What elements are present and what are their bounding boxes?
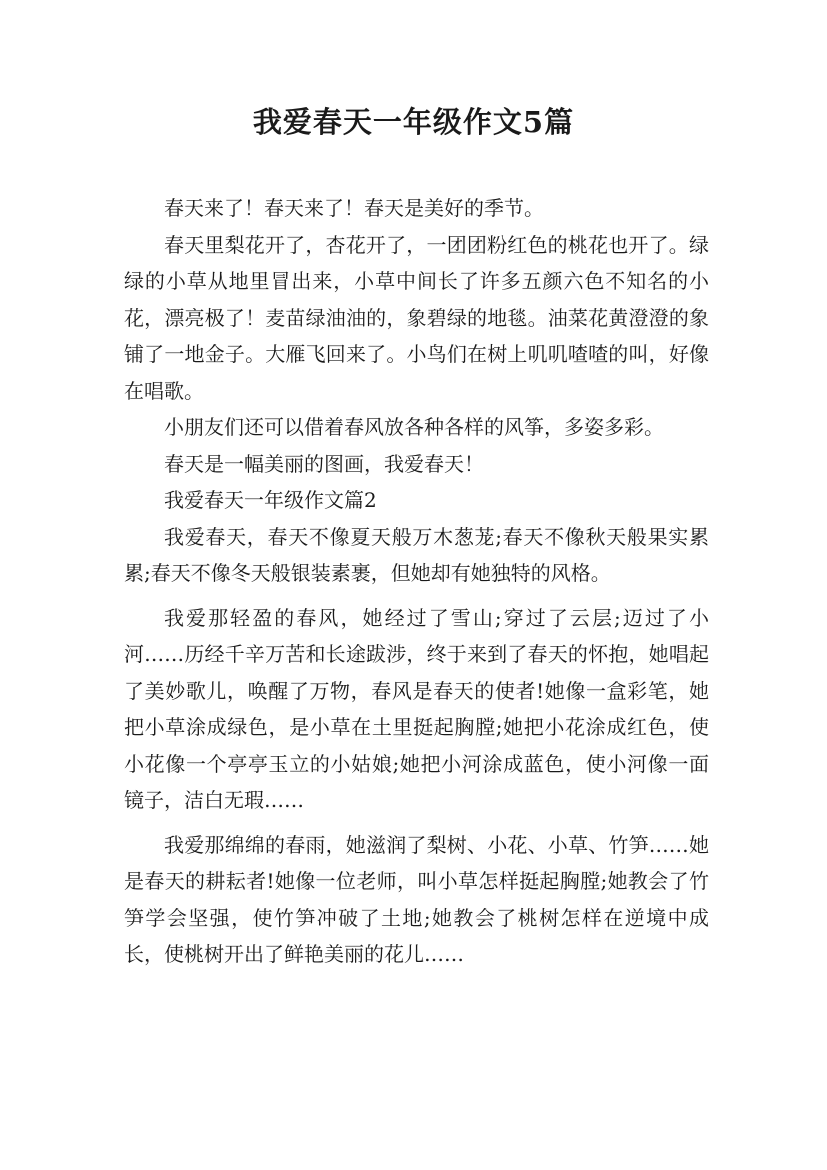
paragraph-4: 春天是一幅美丽的图画，我爱春天！ xyxy=(164,451,484,476)
paragraph-7: 我爱那绵绵的春雨，她滋润了梨树、小花、小草、竹笋……她是春天的耕耘者!她像一位老师，叫小草怎样挺起胸膛;她教会了竹笋学会坚强，使竹笋冲破了土地;她教会了桃树怎样在逆境中成长，使桃树开出了鲜艳美丽的花儿…… xyxy=(124,832,709,966)
section-heading-2: 我爱春天一年级作文篇2 xyxy=(164,488,377,512)
paragraph-3: 小朋友们还可以借着春风放各种各样的风筝，多姿多彩。 xyxy=(164,415,664,439)
document-title: 我爱春天一年级作文5篇 xyxy=(252,105,575,139)
document-body xyxy=(124,190,709,973)
paragraph-5: 我爱春天，春天不像夏天般万木葱茏;春天不像秋天般果实累累;春天不像冬天般银装素裹，但她却有她独特的风格。 xyxy=(124,524,709,585)
paragraph-1: 春天来了！春天来了！春天是美好的季节。 xyxy=(164,196,544,220)
paragraph-2: 春天里梨花开了，杏花开了，一团团粉红色的桃花也开了。绿绿的小草从地里冒出来，小草中间长了许多五颜六色不知名的小花，漂亮极了！麦苗绿油油的，象碧绿的地毯。油菜花黄澄澄的象铺了一地金子。大雁飞回来了。小鸟们在树上叽叽喳喳的叫，好像在唱歌。 xyxy=(124,232,709,403)
paragraph-6: 我爱那轻盈的春风，她经过了雪山;穿过了云层;迈过了小河……历经千辛万苦和长途跋涉，终于来到了春天的怀抱，她唱起了美妙歌儿，唤醒了万物，春风是春天的使者!她像一盒彩笔，她把小草涂成绿色，是小草在土里挺起胸膛;她把小花涂成红色，使小花像一个亭亭玉立的小姑娘;她把小河涂成蓝色，使小河像一面镜子，洁白无瑕…… xyxy=(124,605,709,812)
